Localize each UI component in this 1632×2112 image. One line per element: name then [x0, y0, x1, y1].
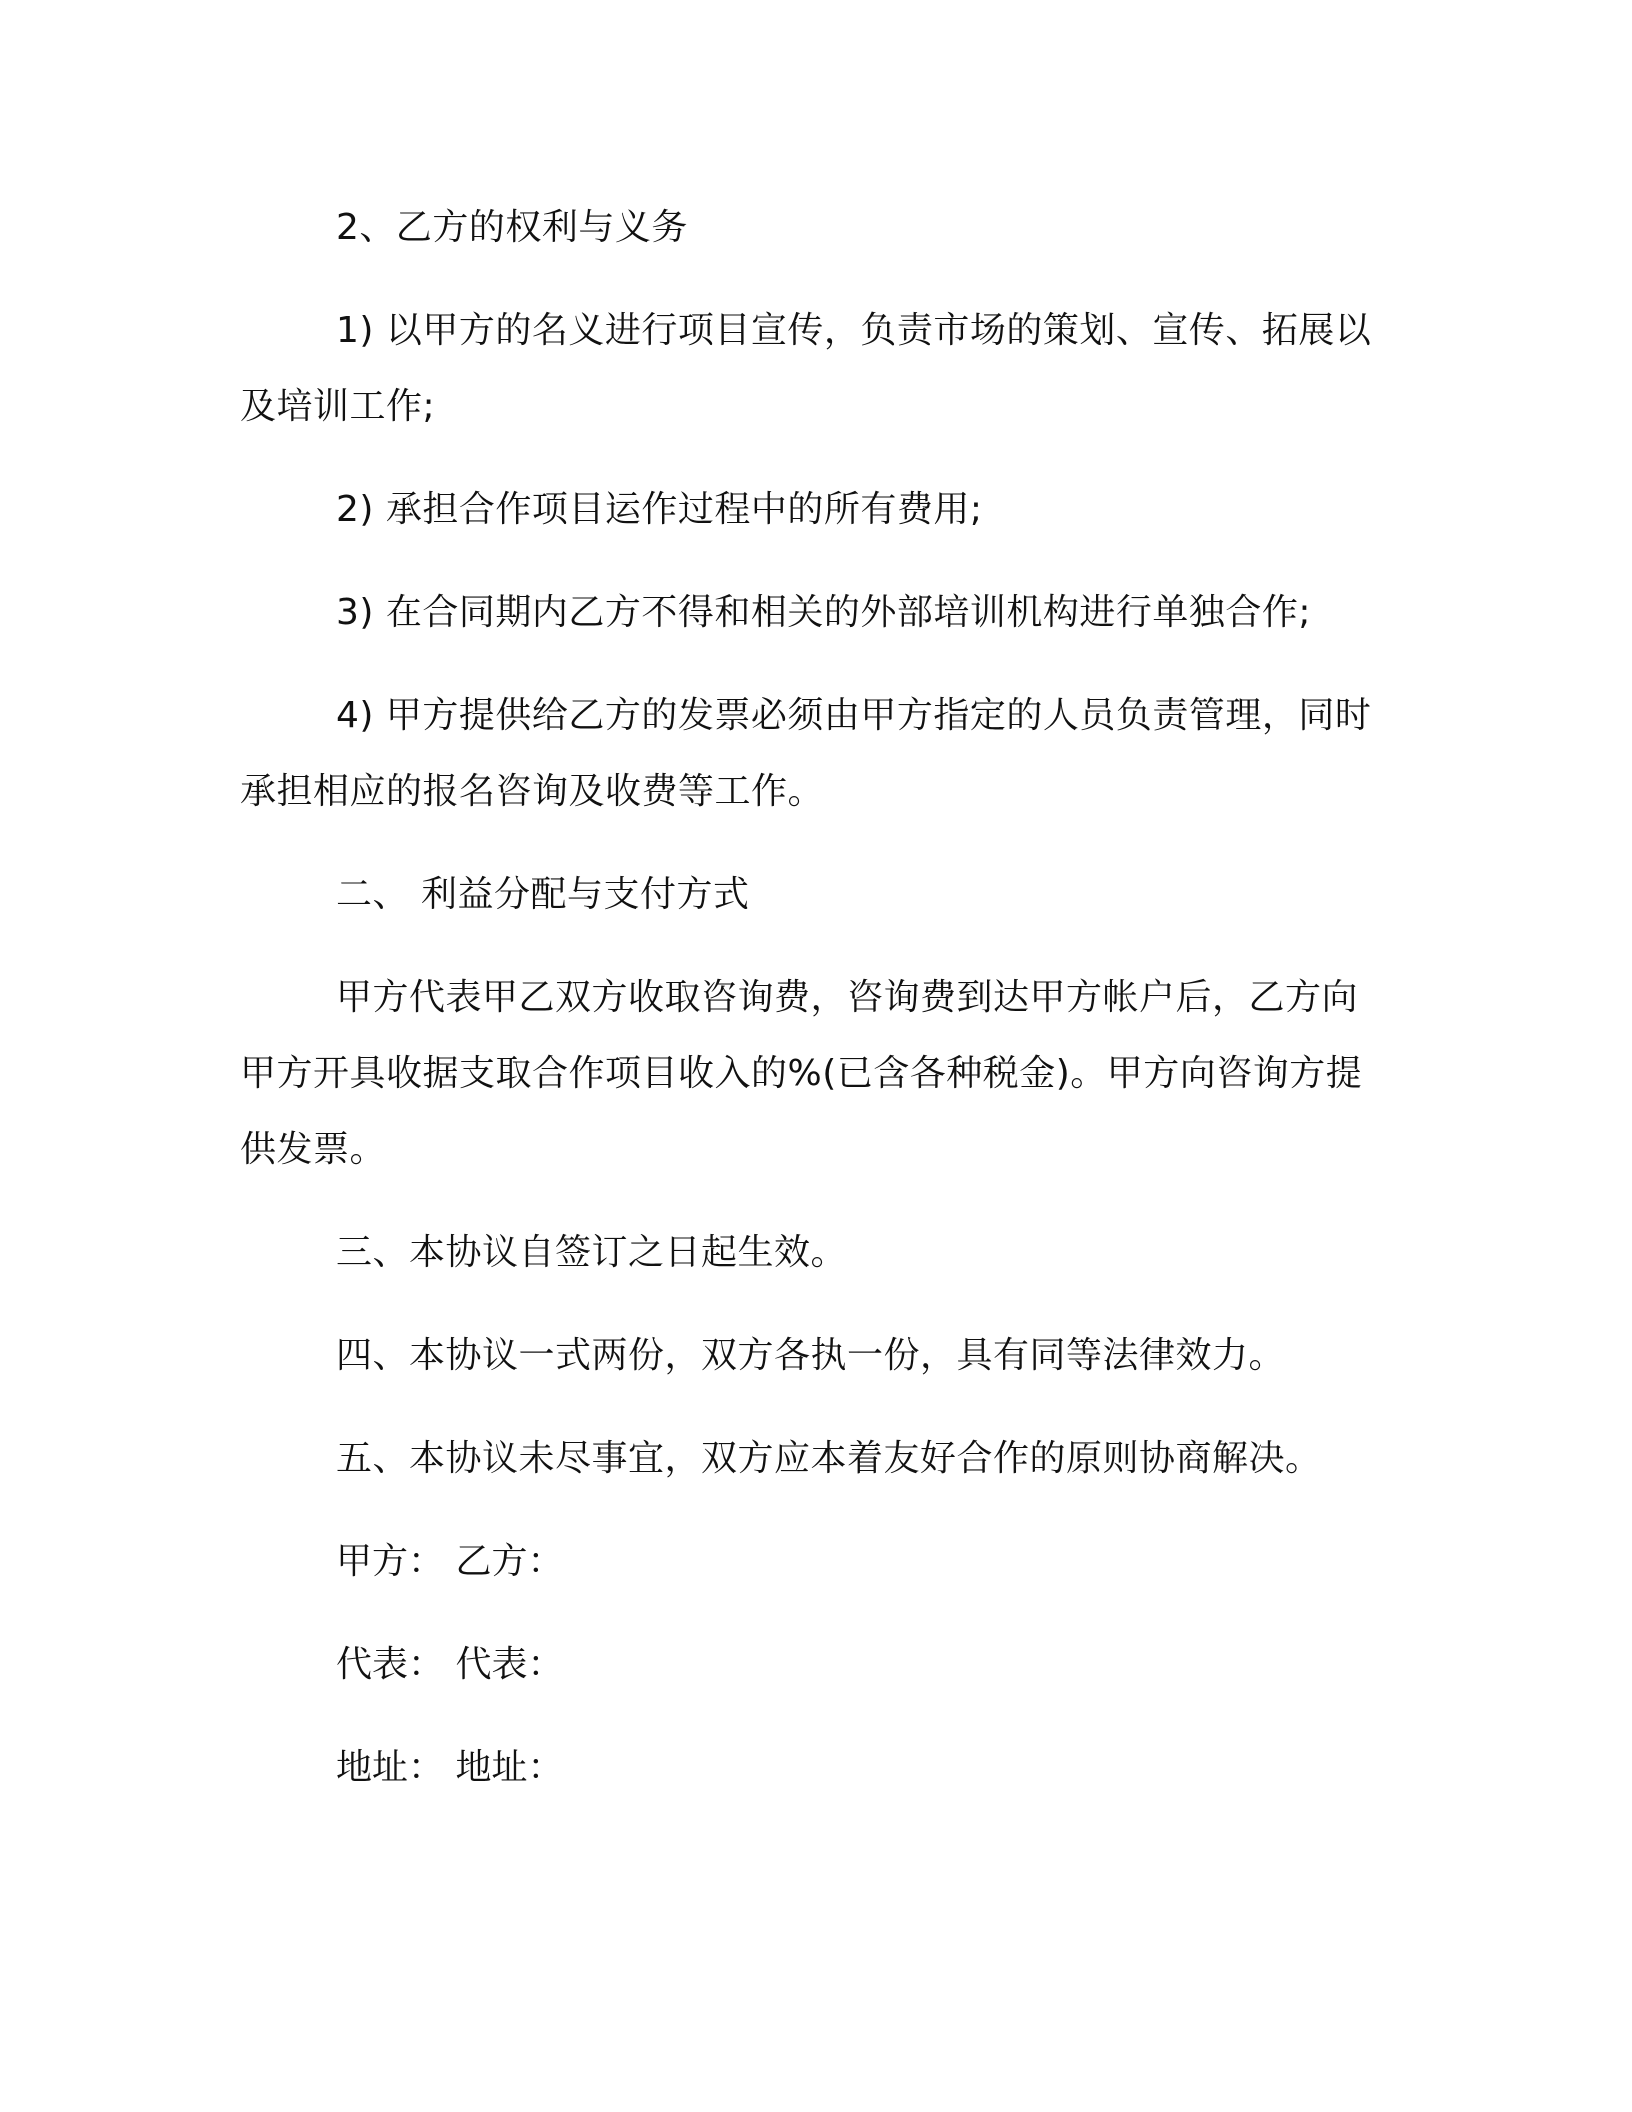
article-unresolved-matters: 五、本协议未尽事宜，双方应本着友好合作的原则协商解决。 [336, 1438, 1322, 1479]
section-heading-party-b-rights: 2、乙方的权利与义务 [336, 207, 688, 248]
article-effective-date: 三、本协议自签订之日起生效。 [336, 1232, 848, 1273]
profit-distribution-text: 甲方代表甲乙双方收取咨询费，咨询费到达甲方帐户后，乙方向甲方开具收据支取合作项目收入的%(已含各种税金)。甲方向咨询方提供发票。 [240, 977, 1363, 1170]
signature-parties: 甲方： 乙方： [336, 1541, 564, 1582]
clause-3: 3) 在合同期内乙方不得和相关的外部培训机构进行单独合作; [336, 592, 1312, 633]
clause-2: 2) 承担合作项目运作过程中的所有费用; [336, 489, 983, 530]
section-heading-profit-distribution: 二、 利益分配与支付方式 [336, 874, 750, 915]
signature-addresses: 地址： 地址： [336, 1747, 564, 1788]
clause-1: 1) 以甲方的名义进行项目宣传，负责市场的策划、宣传、拓展以及培训工作; [240, 310, 1372, 427]
article-copies: 四、本协议一式两份，双方各执一份，具有同等法律效力。 [336, 1335, 1286, 1376]
clause-4: 4) 甲方提供给乙方的发票必须由甲方指定的人员负责管理，同时承担相应的报名咨询及收费等工作。 [240, 695, 1372, 812]
document-body [240, 190, 1380, 1833]
signature-representatives: 代表： 代表： [336, 1644, 564, 1685]
